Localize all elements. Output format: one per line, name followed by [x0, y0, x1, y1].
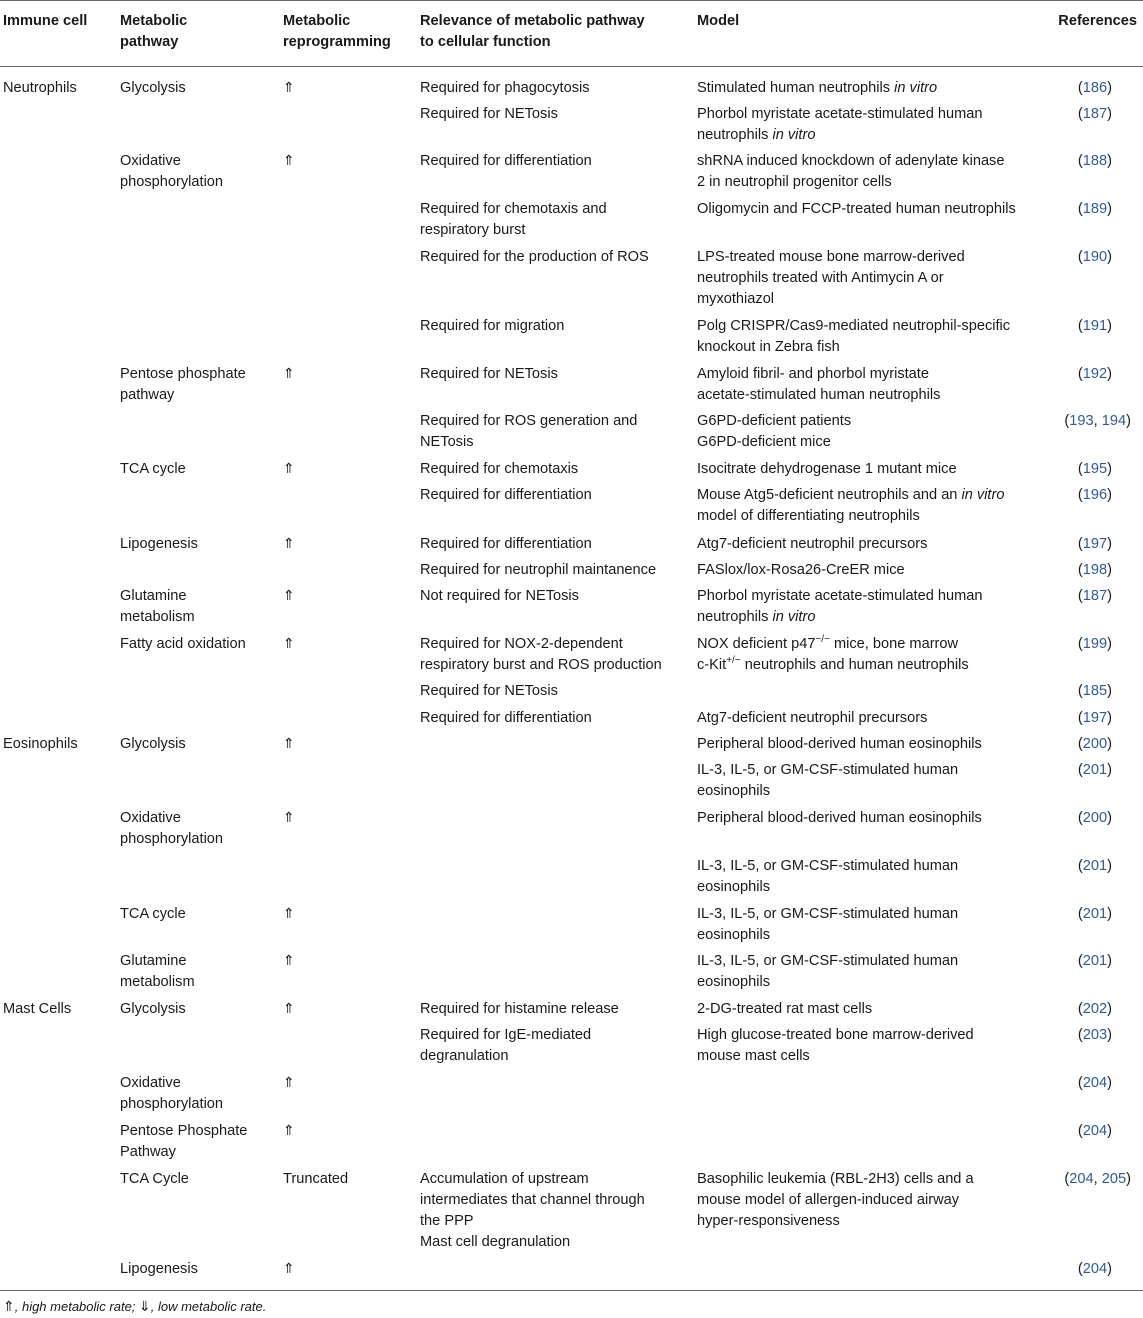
header-references: References — [1058, 13, 1137, 29]
up-arrow-icon: ⇑ — [283, 636, 295, 652]
model-text: IL-3, IL-5, or GM-CSF-stimulated human eosinophils — [697, 953, 959, 990]
pathway: Lipogenesis — [120, 536, 198, 552]
reference-link[interactable]: 192 — [1082, 366, 1108, 382]
model-text: Atg7-deficient neutrophil precursors — [697, 536, 928, 552]
reference: (187) — [1077, 588, 1112, 604]
up-arrow-icon: ⇑ — [283, 461, 295, 477]
reference-link[interactable]: 201 — [1082, 858, 1108, 874]
table-bottom-rule — [0, 1290, 1143, 1291]
model-text: Isocitrate dehydrogenase 1 mutant mice — [697, 461, 957, 477]
pathway: Oxidative phosphorylation — [120, 1075, 224, 1112]
up-arrow-icon: ⇑ — [283, 906, 295, 922]
table-footnote: ⇑, high metabolic rate; ⇓, low metabolic rate. — [3, 1299, 267, 1315]
reference-link[interactable]: 201 — [1082, 762, 1108, 778]
up-arrow-icon: ⇑ — [283, 153, 295, 169]
header-relevance: Relevance of metabolic pathway to cellular function — [420, 13, 645, 50]
up-arrow-icon: ⇑ — [283, 1261, 295, 1277]
reference-link[interactable]: 200 — [1082, 736, 1108, 752]
header-immune-cell: Immune cell — [3, 13, 88, 29]
down-arrow-icon: ⇓ — [139, 1299, 151, 1315]
model-text: Polg CRISPR/Cas9-mediated neutrophil-specific knockout in Zebra fish — [697, 318, 1011, 355]
reference: (201) — [1077, 953, 1112, 969]
relevance-text: Required for IgE-mediated degranulation — [420, 1027, 592, 1064]
reference-link[interactable]: 204 — [1082, 1075, 1108, 1091]
relevance-text: Required for differentiation — [420, 487, 592, 503]
model-text: High glucose-treated bone marrow-derived mouse mast cells — [697, 1027, 974, 1064]
pathway: Glutamine metabolism — [120, 953, 195, 990]
header-rule — [0, 66, 1143, 67]
model-text: 2-DG-treated rat mast cells — [697, 1001, 873, 1017]
reference: (197) — [1077, 710, 1112, 726]
model-text: IL-3, IL-5, or GM-CSF-stimulated human eosinophils — [697, 906, 959, 943]
reprogramming-text: Truncated — [283, 1171, 349, 1187]
table-top-rule — [0, 0, 1143, 1]
model-text: IL-3, IL-5, or GM-CSF-stimulated human eosinophils — [697, 762, 959, 799]
reference: (187) — [1077, 106, 1112, 122]
pathway: Glycolysis — [120, 80, 186, 96]
relevance-text: Required for differentiation — [420, 153, 592, 169]
reference: (204) — [1077, 1261, 1112, 1277]
reference-link[interactable]: 200 — [1082, 810, 1108, 826]
reference-link[interactable]: 197 — [1082, 536, 1108, 552]
model-text: IL-3, IL-5, or GM-CSF-stimulated human eosinophils — [697, 858, 959, 895]
model-text: Stimulated human neutrophils in vitro — [697, 80, 938, 96]
pathway: Glycolysis — [120, 1001, 186, 1017]
model-text: Atg7-deficient neutrophil precursors — [697, 710, 928, 726]
reference-link[interactable]: 201 — [1082, 906, 1108, 922]
relevance-text: Required for phagocytosis — [420, 80, 590, 96]
reference: (200) — [1077, 810, 1112, 826]
relevance-text: Required for differentiation — [420, 536, 592, 552]
up-arrow-icon: ⇑ — [283, 536, 295, 552]
model-text: Peripheral blood-derived human eosinophils — [697, 736, 982, 752]
reference: (203) — [1077, 1027, 1112, 1043]
reference-link[interactable]: 195 — [1082, 461, 1108, 477]
relevance-text: Accumulation of upstream intermediates that channel through the PPP Mast cell degranulation — [420, 1171, 645, 1250]
reference: (192) — [1077, 366, 1112, 382]
relevance-text: Required for chemotaxis — [420, 461, 579, 477]
pathway: Oxidative phosphorylation — [120, 153, 224, 190]
reference-link[interactable]: 187 — [1082, 106, 1108, 122]
reference: (191) — [1077, 318, 1112, 334]
reference: (193, 194) — [1064, 413, 1131, 429]
reference: (196) — [1077, 487, 1112, 503]
reference-link[interactable]: 187 — [1082, 588, 1108, 604]
reference-link[interactable]: 204 — [1082, 1123, 1108, 1139]
relevance-text: Required for histamine release — [420, 1001, 619, 1017]
pathway: Oxidative phosphorylation — [120, 810, 224, 847]
pathway: TCA cycle — [120, 461, 186, 477]
relevance-text: Required for NETosis — [420, 106, 558, 122]
reference-link[interactable]: 191 — [1082, 318, 1108, 334]
reference-link[interactable]: 199 — [1082, 636, 1108, 652]
reference-link[interactable]: 194 — [1101, 413, 1127, 429]
model-text: Amyloid fibril- and phorbol myristate acetate-stimulated human neutrophils — [697, 366, 941, 403]
model-text: LPS-treated mouse bone marrow-derived neutrophils treated with Antimycin A or myxothiazol — [697, 249, 965, 307]
relevance-text: Required for differentiation — [420, 710, 592, 726]
up-arrow-icon: ⇑ — [283, 1075, 295, 1091]
relevance-text: Required for NOX-2-dependent respiratory burst and ROS production — [420, 636, 662, 673]
reference-link[interactable]: 190 — [1082, 249, 1108, 265]
reference: (204) — [1077, 1123, 1112, 1139]
reference: (188) — [1077, 153, 1112, 169]
model-text: Phorbol myristate acetate-stimulated human neutrophils in vitro — [697, 588, 983, 625]
pathway: Pentose phosphate pathway — [120, 366, 246, 403]
reference: (198) — [1077, 562, 1112, 578]
pathway: Glycolysis — [120, 736, 186, 752]
reference-link[interactable]: 186 — [1082, 80, 1108, 96]
up-arrow-icon: ⇑ — [3, 1299, 15, 1315]
model-text: FASlox/lox-Rosa26-CreER mice — [697, 562, 905, 578]
up-arrow-icon: ⇑ — [283, 810, 295, 826]
reference: (201) — [1077, 762, 1112, 778]
reference: (204, 205) — [1064, 1171, 1131, 1187]
reference: (186) — [1077, 80, 1112, 96]
model-text: G6PD-deficient patients G6PD-deficient mice — [697, 413, 852, 450]
up-arrow-icon: ⇑ — [283, 736, 295, 752]
immune-cell-neutrophils: Neutrophils — [3, 80, 77, 96]
reference-link[interactable]: 204 — [1069, 1171, 1094, 1187]
relevance-text: Not required for NETosis — [420, 588, 579, 604]
reference-link[interactable]: 193 — [1069, 413, 1094, 429]
model-text: Basophilic leukemia (RBL-2H3) cells and a mouse model of allergen-induced airway hyper-responsiveness — [697, 1171, 974, 1229]
reference-link[interactable]: 203 — [1082, 1027, 1108, 1043]
reference: (200) — [1077, 736, 1112, 752]
header-model: Model — [697, 13, 740, 29]
up-arrow-icon: ⇑ — [283, 953, 295, 969]
header-metabolic-reprogramming: Metabolic reprogramming — [283, 13, 391, 50]
immune-cell-mast-cells: Mast Cells — [3, 1001, 72, 1017]
reference: (190) — [1077, 249, 1112, 265]
model-text: Mouse Atg5-deficient neutrophils and an in vitro model of differentiating neutrophils — [697, 487, 1005, 524]
relevance-text: Required for neutrophil maintanence — [420, 562, 657, 578]
pathway: Glutamine metabolism — [120, 588, 195, 625]
model-text: Oligomycin and FCCP-treated human neutrophils — [697, 201, 1016, 217]
model-text: shRNA induced knockdown of adenylate kinase 2 in neutrophil progenitor cells — [697, 153, 1005, 190]
reference: (201) — [1077, 906, 1112, 922]
reference-link[interactable]: 204 — [1082, 1261, 1108, 1277]
reference: (195) — [1077, 461, 1112, 477]
reference-link[interactable]: 201 — [1082, 953, 1108, 969]
reference-link[interactable]: 189 — [1082, 201, 1108, 217]
model-text: NOX deficient p47−/− mice, bone marrow c-Kit+/− neutrophils and human neutrophils — [697, 634, 969, 673]
reference: (199) — [1077, 636, 1112, 652]
pathway: Pentose Phosphate Pathway — [120, 1123, 248, 1160]
pathway: TCA cycle — [120, 906, 186, 922]
reference-link[interactable]: 205 — [1101, 1171, 1127, 1187]
reference: (204) — [1077, 1075, 1112, 1091]
up-arrow-icon: ⇑ — [283, 366, 295, 382]
reference: (201) — [1077, 858, 1112, 874]
model-text: Phorbol myristate acetate-stimulated human neutrophils in vitro — [697, 106, 983, 143]
header-metabolic-pathway: Metabolic pathway — [120, 13, 188, 50]
reference-link[interactable]: 202 — [1082, 1001, 1108, 1017]
reference: (197) — [1077, 536, 1112, 552]
relevance-text: Required for migration — [420, 318, 565, 334]
reference: (185) — [1077, 683, 1112, 699]
pathway: TCA Cycle — [120, 1171, 189, 1187]
pathway: Fatty acid oxidation — [120, 636, 246, 652]
up-arrow-icon: ⇑ — [283, 1123, 295, 1139]
reference-link[interactable]: 185 — [1082, 683, 1108, 699]
relevance-text: Required for chemotaxis and respiratory burst — [420, 201, 607, 238]
up-arrow-icon: ⇑ — [283, 1001, 295, 1017]
pathway: Lipogenesis — [120, 1261, 198, 1277]
reference: (189) — [1077, 201, 1112, 217]
reference: (202) — [1077, 1001, 1112, 1017]
up-arrow-icon: ⇑ — [283, 588, 295, 604]
up-arrow-icon: ⇑ — [283, 80, 295, 96]
immune-cell-eosinophils: Eosinophils — [3, 736, 78, 752]
reference-link[interactable]: 196 — [1082, 487, 1108, 503]
reference-link[interactable]: 188 — [1082, 153, 1108, 169]
reference-link[interactable]: 197 — [1082, 710, 1108, 726]
relevance-text: Required for the production of ROS — [420, 249, 649, 265]
relevance-text: Required for NETosis — [420, 366, 558, 382]
model-text: Peripheral blood-derived human eosinophils — [697, 810, 982, 826]
relevance-text: Required for NETosis — [420, 683, 558, 699]
reference-link[interactable]: 198 — [1082, 562, 1108, 578]
relevance-text: Required for ROS generation and NETosis — [420, 413, 638, 450]
